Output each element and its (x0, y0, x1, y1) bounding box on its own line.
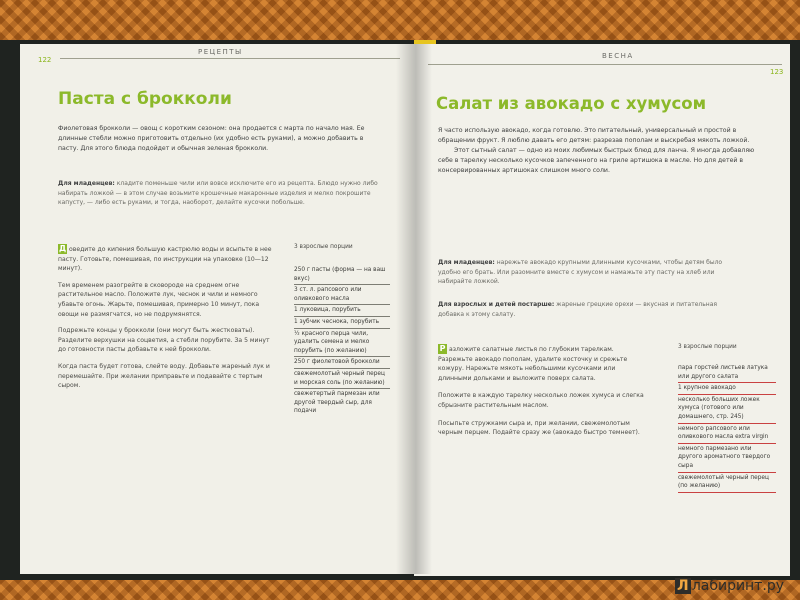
ingredient-item: 1 крупное авокадо (678, 384, 776, 395)
ingredient-item: свежемолотый черный перец и морская соль (по желанию) (294, 370, 390, 389)
method-step: Подрежьте концы у брокколи (они могут быть жестковаты). Разделите верхушки на соцветия, а стебли порубите. За 5 минут до готовности пасты добавьте к ней брокколи. (58, 327, 270, 354)
header-rule (428, 64, 782, 65)
ingredient-list (294, 266, 390, 418)
left-page (20, 44, 414, 574)
note-label: Для младенцев: (438, 259, 495, 266)
watermark-text: лабиринт.ру (691, 578, 784, 594)
note-label: Для взрослых и детей постарше: (438, 301, 555, 308)
method-step: Посыпьте стружками сыра и, при желании, свежемолотым черным перцем. Подайте сразу же (авокадо быстро темнеет). (438, 419, 640, 437)
recipe-intro (438, 126, 764, 176)
method-column (58, 244, 274, 391)
older-children-note (438, 300, 738, 319)
method-column (438, 344, 648, 438)
watermark-logo: Л (675, 578, 691, 594)
running-header: РЕЦЕПТЫ (198, 48, 243, 56)
ingredient-item: пара горстей листьев латука или другого салата (678, 364, 776, 383)
ingredient-item: свежетертый пармезан или другой твердый сыр, для подачи (294, 391, 380, 415)
ingredient-item: 1 луковица, порубить (294, 306, 390, 317)
ingredient-item: немного пармезано или другого ароматного твердого сыра (678, 445, 776, 473)
ingredient-item: ½ красного перца чили, удалить семена и мелко порубить (по желанию) (294, 330, 390, 358)
ingredient-item: 250 г фиолетовой брокколи (294, 358, 390, 369)
portions-label: 3 взрослые порции (294, 244, 353, 250)
method-step: Д оведите до кипения большую кастрюлю воды и всыпьте в нее пасту. Готовьте, помешивая, по инструкции на упаковке (10—12 минут). (58, 244, 272, 273)
recipe-title: Паста с брокколи (58, 89, 232, 109)
page-number: 123 (770, 68, 784, 76)
site-watermark (675, 578, 784, 594)
recipe-title: Салат из авокадо с хумусом (436, 94, 707, 113)
method-step: Р азложите салатные листья по глубоким тарелкам. Разрежьте авокадо пополам, удалите косточку и срежьте кожуру. Нарежьте мякоть небольшими кусочками или длинными дольками и выложите поверх салата. (438, 344, 628, 382)
ingredient-item: 250 г пасты (форма — на ваш вкус) (294, 266, 390, 285)
recipe-intro: Фиолетовая брокколи — овощ с коротким сезоном: она продается с марта по начало мая. Ее длинные стебли можно приготовить отдельно (их удобно есть руками), а можно добавить в пасту. Для этого блюда подойдет и обычная зеленая брокколи. (58, 125, 365, 152)
method-step: Положите в каждую тарелку несколько ложек хумуса и слегка сбрызните растительным маслом. (438, 392, 644, 409)
portions-label: 3 взрослые порции (678, 344, 737, 350)
ingredient-item: немного рапсового или оливкового масла extra virgin (678, 425, 776, 444)
method-step: Тем временем разогрейте в сковороде на среднем огне растительное масло. Положите лук, чеснок и чили и немного убавьте огонь. Жарьте, помешивая, примерно 10 минут, пока овощи не размягчатся, но не подрумянятся. (58, 281, 260, 318)
right-page (414, 44, 790, 576)
note-label: Для младенцев: (58, 180, 115, 187)
ingredient-list (678, 364, 776, 494)
ingredient-item: несколько больших ложек хумуса (готового или домашнего, стр. 245) (678, 396, 776, 424)
header-rule (60, 58, 400, 59)
note-text: нарежьте авокадо крупными длинными кусочками, чтобы детям было удобно его брать. Или разомните вместе с хумусом и намажьте эту пасту на хлеб или набирайте ложкой. (438, 259, 723, 285)
baby-note (58, 179, 378, 208)
note-text: жареные грецкие орехи — вкусная и питательная добавка к этому салату. (438, 301, 717, 318)
ingredient-item: 3 ст. л. рапсового или оливкового масла (294, 286, 390, 305)
drop-cap: Д (58, 244, 67, 253)
note-text: кладите поменьше чили или вовсе исключите его из рецепта. Блюдо нужно либо набирать ложкой — в этом случае возьмите крошечные макаронные изделия и мелко покрошите капусту, — либо есть руками, и тогда, наоборот, делайте кусочки побольше. (58, 180, 378, 206)
ingredient-item: 1 зубчик чеснока, порубить (294, 318, 390, 329)
drop-cap: Р (439, 344, 446, 353)
intro-paragraph: Я часто использую авокадо, когда готовлю. Это питательный, универсальный и простой в обращении фрукт. Я люблю давать его детям: разрезав пополам и выскребая мякоть ложкой. (438, 127, 750, 144)
page-number: 122 (38, 56, 52, 64)
baby-note (438, 258, 738, 287)
intro-paragraph: Этот сытный салат — одно из моих любимых быстрых блюд для ланча. Я иногда добавляю себе в тарелку несколько кусочков запеченного на гриле артишока в масле. Но для детей в консервированных артишоках слишком много соли. (438, 147, 755, 174)
running-header: ВЕСНА (602, 52, 634, 60)
ingredient-item: свежемолотый черный перец (по желанию) (678, 474, 776, 493)
method-step: Когда паста будет готова, слейте воду. Добавьте жареный лук и перемешайте. При желании приправьте и подавайте с тертым сыром. (58, 362, 270, 390)
